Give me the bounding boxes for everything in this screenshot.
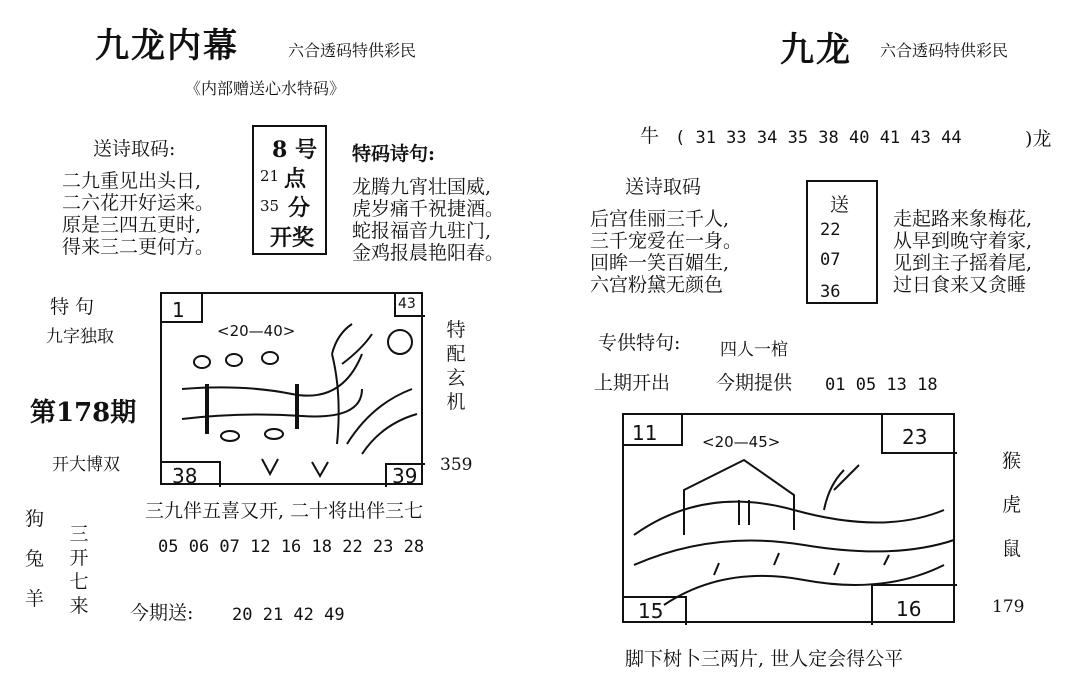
right-poem: [590, 208, 742, 296]
left-poem-heading: 送诗取码:: [93, 138, 176, 160]
current-label: 今期提供: [716, 372, 793, 394]
right-side-number: 179: [992, 597, 1025, 617]
right-zodiac-list: [1002, 450, 1021, 560]
draw-number: 8 号: [272, 137, 317, 163]
special-value: 四人一棺: [720, 340, 788, 360]
poem-line: 回眸一笑百媚生,: [590, 252, 730, 274]
poem-line: 三千宠爱在一身。: [590, 230, 743, 252]
nine-char-label: 九字独取: [46, 327, 114, 347]
open-label: 开大博双: [52, 455, 120, 475]
poem-line: 走起路来象梅花,: [893, 208, 1033, 230]
pic-corner-tr: 23: [902, 425, 928, 449]
left-title: 九龙内幕: [95, 26, 239, 66]
send-number: 07: [820, 250, 841, 270]
send-box: [806, 180, 878, 304]
zodiac: 鼠: [1002, 538, 1022, 560]
send-number: 22: [820, 220, 841, 240]
special-poem-heading: 特码诗句:: [352, 143, 436, 165]
draw-time-box: [252, 125, 327, 255]
zodiac: 猴: [1002, 450, 1022, 472]
current-numbers: 01 05 13 18: [825, 375, 938, 395]
zodiac-list: [25, 508, 44, 610]
poem-line: 虎岁痛千祝捷酒。: [352, 198, 505, 220]
pic-corner-tl: 1: [172, 298, 185, 322]
poem-line: 从早到晚守着家,: [893, 230, 1033, 252]
left-side-number: 359: [440, 455, 473, 475]
pic-scribble: <20—45>: [702, 433, 781, 451]
pic-corner-tr: 43: [398, 296, 416, 312]
today-numbers: 20 21 42 49: [232, 605, 345, 625]
issue-number: 第178期: [30, 398, 137, 428]
niu-prefix: 牛: [640, 125, 660, 147]
poem-line: 金鸡报晨艳阳春。: [352, 242, 505, 264]
draw-minute-label: 分: [288, 195, 311, 221]
last-label: 上期开出: [594, 372, 671, 394]
pic-corner-bl: 15: [638, 599, 664, 623]
special-label: 专供特句:: [598, 332, 681, 354]
pic-corner-br: 16: [896, 597, 922, 621]
left-tagline: 《内部赠送心水特码》: [185, 79, 346, 98]
zodiac: 羊: [25, 588, 45, 610]
poem-line: 见到主子摇着尾,: [893, 252, 1033, 274]
riddle: 三九伴五喜又开, 二十将出伴三七: [145, 500, 424, 522]
left-picture: [160, 292, 423, 488]
pic-corner-tl: 11: [632, 421, 658, 445]
niu-suffix: )龙: [1025, 128, 1052, 150]
send-number: 36: [820, 282, 841, 302]
side-vertical-text: 特配玄机: [446, 319, 466, 413]
poem-line: 后宫佳丽三千人,: [590, 208, 730, 230]
poem-line: 龙腾九宵壮国威,: [352, 176, 492, 198]
right-picture: [622, 413, 955, 623]
poem-line: 得来三二更何方。: [62, 236, 215, 258]
draw-hour-number: 21: [260, 167, 280, 185]
pic-corner-br: 39: [392, 464, 418, 488]
pic-scribble: <20—40>: [217, 322, 296, 340]
zodiac: 兔: [25, 548, 45, 570]
special-phrase-label: 特 句: [50, 296, 95, 318]
poem-line: 二九重见出头日,: [62, 170, 202, 192]
poem-line: 蛇报福音九驻门,: [352, 220, 492, 242]
poem-line: 六宫粉黛无颜色: [590, 274, 724, 296]
today-label: 今期送:: [130, 602, 194, 624]
poem-line: 原是三四五更时,: [62, 214, 202, 236]
poem-line: 过日食来又贪睡: [893, 274, 1027, 296]
draw-minute-number: 35: [260, 197, 280, 215]
poem-line: 二六花开好运来。: [62, 192, 215, 214]
right-poem-2: [893, 208, 1032, 296]
right-subtitle: 六合透码特供彩民: [880, 41, 1009, 60]
zodiac: 狗: [25, 508, 45, 530]
footer-text: 脚下树卜三两片, 世人定会得公平: [625, 648, 904, 670]
left-poem: [62, 170, 214, 258]
niu-numbers: ( 31 33 34 35 38 40 41 43 44: [675, 128, 962, 148]
draw-open-label: 开奖: [270, 225, 315, 251]
special-poem: [352, 176, 504, 264]
draw-hour-label: 点: [284, 166, 307, 192]
send-label: 送: [830, 194, 850, 216]
vertical-text: 三开七来: [69, 523, 89, 617]
left-subtitle: 六合透码特供彩民: [288, 41, 417, 60]
zodiac: 虎: [1002, 494, 1022, 516]
number-list: 05 06 07 12 16 18 22 23 28: [158, 537, 425, 557]
pic-corner-bl: 38: [172, 464, 198, 488]
right-poem-heading: 送诗取码: [625, 176, 702, 198]
right-title: 九龙: [780, 30, 852, 70]
